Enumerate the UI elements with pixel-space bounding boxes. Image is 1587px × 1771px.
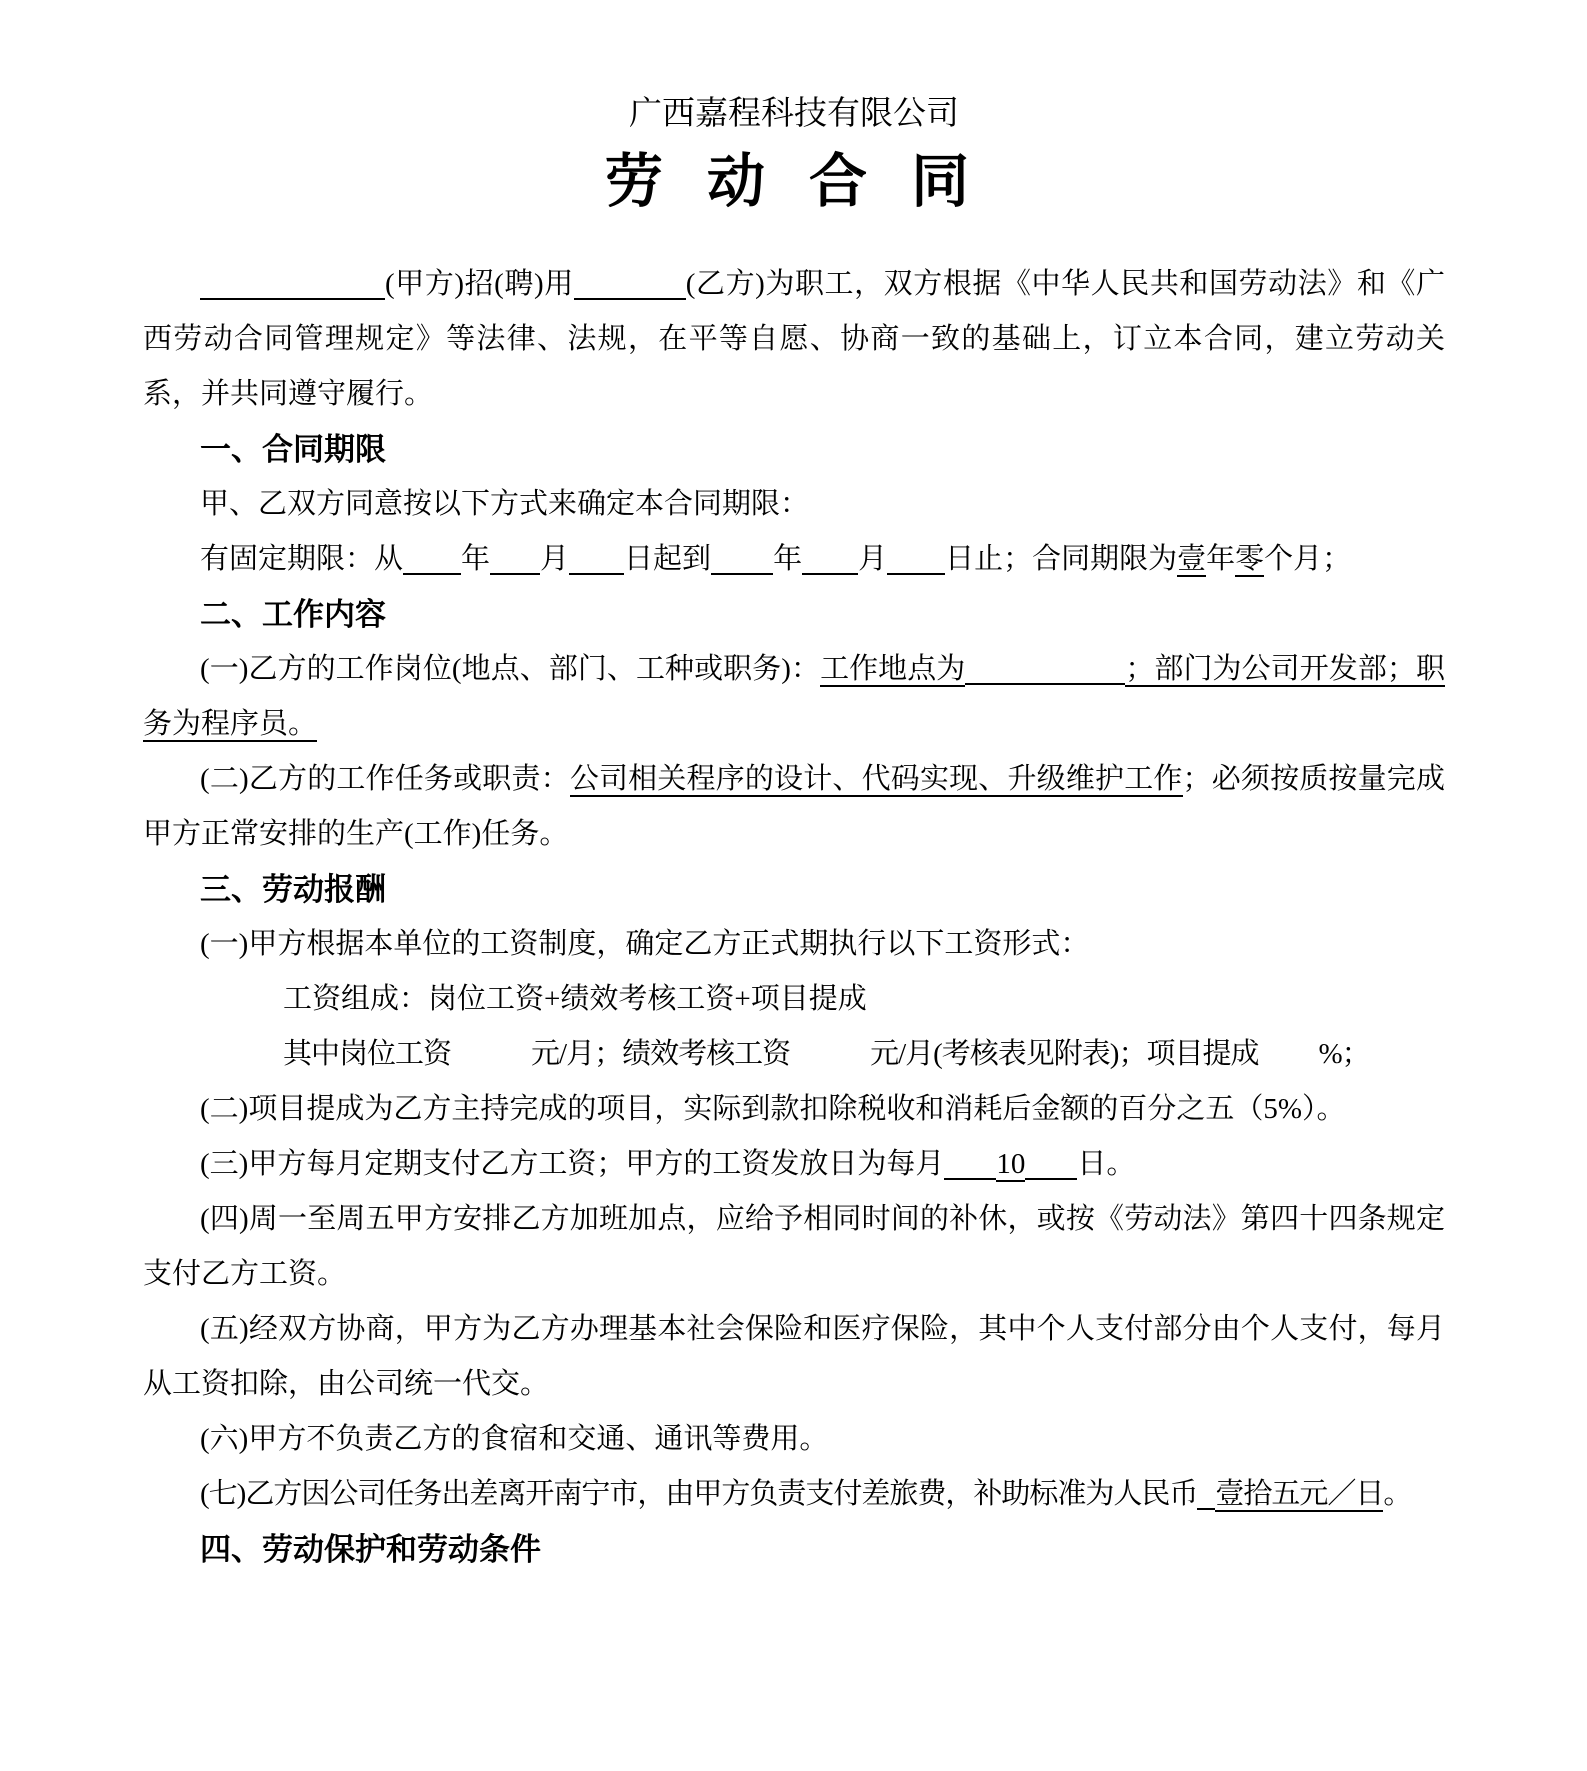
text-run: 四、劳动保护和劳动条件 xyxy=(200,1532,541,1567)
spacer xyxy=(451,1037,531,1070)
underlined-text: 10 xyxy=(996,1148,1026,1180)
text-run: 月 xyxy=(540,543,570,575)
blank-field xyxy=(200,265,385,300)
text-run: 个月； xyxy=(1264,543,1352,575)
text-run: (甲方)招(聘)用 xyxy=(385,268,574,300)
blank-field xyxy=(887,540,945,575)
text-run: 元/月(考核表见附表)；项目提成 xyxy=(870,1038,1259,1070)
text-run: (六)甲方不负责乙方的食宿和交通、通讯等费用。 xyxy=(200,1423,829,1455)
underlined-text: 公司相关程序的设计、代码实现、升级维护工作 xyxy=(569,763,1183,795)
blank-field xyxy=(1025,1145,1077,1180)
blank-field xyxy=(965,650,1125,685)
text-run: (一)甲方根据本单位的工资制度，确定乙方正式期执行以下工资形式： xyxy=(200,928,1090,960)
text-run: 二、工作内容 xyxy=(200,597,386,632)
section-heading xyxy=(143,587,1445,642)
blank-field xyxy=(403,540,461,575)
text-run: 其中岗位工资 xyxy=(283,1038,452,1070)
paragraph xyxy=(143,257,1445,422)
text-run: 工资组成：岗位工资+绩效考核工资+项目提成 xyxy=(283,983,867,1015)
text-run: 年 xyxy=(461,543,491,575)
underlined-text: ；部门为公司开发部；职务为程序员。 xyxy=(143,653,1445,740)
text-run: 日止；合同期限为 xyxy=(945,543,1178,575)
underlined-text: 壹拾五元／日 xyxy=(1215,1478,1384,1510)
text-run: (七)乙方因公司任务出差离开南宁市，由甲方负责支付差旅费，补助标准为人民币 xyxy=(200,1478,1198,1510)
text-run: (三)甲方每月定期支付乙方工资；甲方的工资发放日为每月 xyxy=(200,1148,945,1180)
paragraph xyxy=(143,972,1445,1027)
text-run: 。 xyxy=(1383,1478,1412,1510)
paragraph xyxy=(143,1137,1445,1192)
text-run: 日起到 xyxy=(624,543,712,575)
blank-field xyxy=(802,540,858,575)
paragraph xyxy=(143,477,1445,532)
blank-field xyxy=(569,540,624,575)
text-run: (乙方)为职工，双方根据《中华人民共和国劳动法》和《广西劳动合同管理规定》等法律、法规，在平等自愿、协商一致的基础上，订立本合同，建立劳动关系，并共同遵守履行。 xyxy=(143,268,1445,410)
blank-field xyxy=(1197,1475,1215,1510)
underlined-text: 壹 xyxy=(1177,543,1207,575)
section-heading xyxy=(143,1522,1445,1577)
text-run: ；必须按质按量完成甲方正常安排的生产(工作)任务。 xyxy=(143,763,1445,850)
blank-field xyxy=(574,265,686,300)
text-run: 有固定期限：从 xyxy=(200,543,404,575)
contract-title: 劳 动 合 同 xyxy=(604,149,984,214)
paragraph xyxy=(143,642,1445,752)
section-heading xyxy=(143,422,1445,477)
text-run: 甲、乙双方同意按以下方式来确定本合同期限： xyxy=(200,488,810,520)
document-body xyxy=(143,257,1445,1577)
paragraph xyxy=(143,1302,1445,1412)
paragraph xyxy=(143,752,1445,862)
text-run: 一、合同期限 xyxy=(200,432,386,467)
text-run: (四)周一至周五甲方安排乙方加班加点，应给予相同时间的补休，或按《劳动法》第四十四条规定支付乙方工资。 xyxy=(143,1203,1445,1290)
underlined-text: 工作地点为 xyxy=(820,653,966,685)
text-run: 年 xyxy=(773,543,803,575)
paragraph xyxy=(143,1027,1445,1082)
paragraph xyxy=(143,532,1445,587)
blank-field xyxy=(944,1145,996,1180)
paragraph xyxy=(143,1467,1445,1522)
text-run: 三、劳动报酬 xyxy=(200,872,386,907)
text-run: 日。 xyxy=(1077,1148,1136,1180)
company-name: 广西嘉程科技有限公司 xyxy=(629,96,959,132)
text-run: 月 xyxy=(858,543,888,575)
paragraph xyxy=(143,1412,1445,1467)
spacer xyxy=(790,1037,870,1070)
paragraph xyxy=(143,1192,1445,1302)
text-run: (一)乙方的工作岗位(地点、部门、工种或职务)： xyxy=(200,653,821,685)
text-run: (二)项目提成为乙方主持完成的项目，实际到款扣除税收和消耗后金额的百分之五（5%）。 xyxy=(200,1093,1346,1125)
text-run: %； xyxy=(1318,1038,1370,1070)
text-run: 年 xyxy=(1206,543,1236,575)
blank-field xyxy=(711,540,773,575)
text-run: 元/月；绩效考核工资 xyxy=(531,1038,791,1070)
underlined-text: 零 xyxy=(1235,543,1265,575)
blank-field xyxy=(490,540,540,575)
text-run: (二)乙方的工作任务或职责： xyxy=(200,763,570,795)
paragraph xyxy=(143,1082,1445,1137)
text-run: (五)经双方协商，甲方为乙方办理基本社会保险和医疗保险，其中个人支付部分由个人支付，每月从工资扣除，由公司统一代交。 xyxy=(143,1313,1445,1400)
paragraph xyxy=(143,917,1445,972)
spacer xyxy=(1258,1037,1318,1070)
section-heading xyxy=(143,862,1445,917)
